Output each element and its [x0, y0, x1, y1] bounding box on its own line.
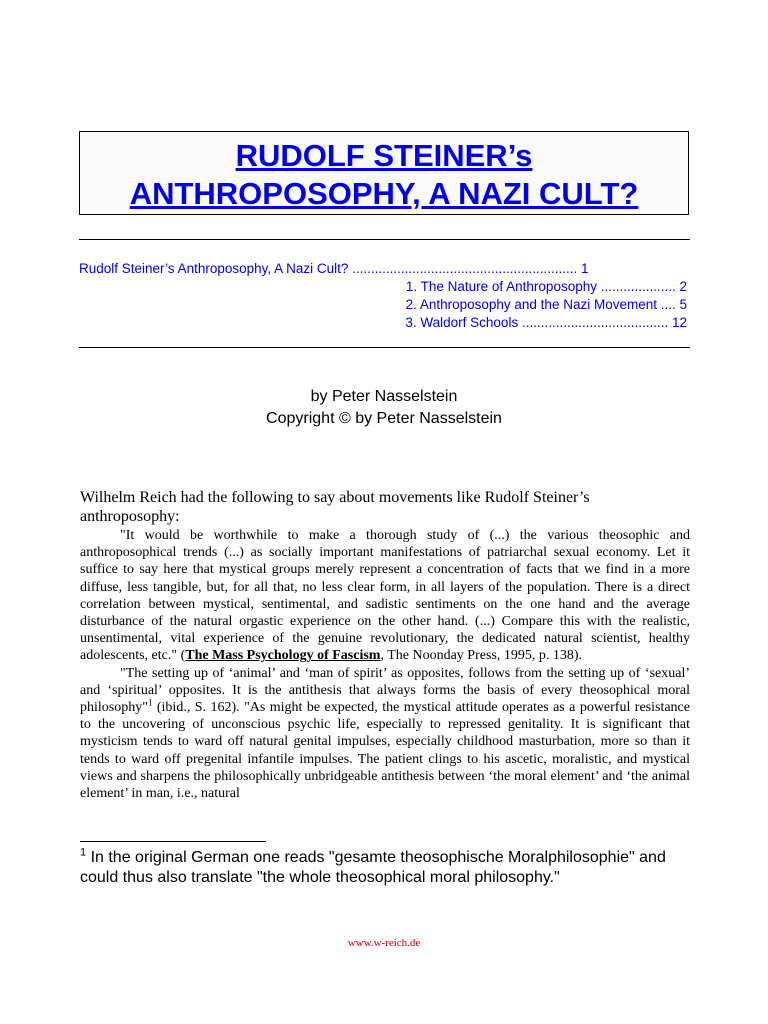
toc-entry-nazi-movement[interactable]: 2. Anthroposophy and the Nazi Movement .... 5	[405, 297, 687, 312]
toc-entry-waldorf[interactable]: 3. Waldorf Schools ....................................... 12	[405, 315, 687, 330]
table-of-contents	[79, 260, 687, 332]
body-text	[80, 488, 690, 802]
footnote-text: In the original German one reads "gesamte theosophische Moralphilosophie" and could thus also translate "the whole theosophical moral philosophy."	[80, 849, 666, 886]
footnote	[80, 848, 680, 888]
quote-paragraph-1	[80, 527, 690, 665]
toc-bottom-rule	[79, 347, 690, 348]
footnote-separator	[80, 841, 266, 842]
quote-2-text: "The setting up of ‘animal’ and ‘man of spirit’ as opposites, follows from the setting up of ‘sexual’ and ‘spiritual’ opposites. It is the antithesis that always forms the basis of every theosophical moral philosophy"	[80, 665, 690, 716]
toc-top-rule	[79, 239, 690, 240]
toc-entry-nature[interactable]: 1. The Nature of Anthroposophy .................... 2	[405, 279, 687, 294]
footnote-reference[interactable]: 1	[147, 697, 153, 708]
copyright-line: Copyright © by Peter Nasselstein	[266, 410, 502, 427]
toc-entry-main[interactable]: Rudolf Steiner’s Anthroposophy, A Nazi Cult? ............................................................ 1	[79, 261, 589, 276]
quote-2-continuation: (ibid., S. 162). "As might be expected, the mystical attitude operates as a powerful resistance to the uncovering of unconscious psychic life, especially to repressed genitality. It is significant that mysticism tends to ward off natural genital impulses, especially childhood masturbation, more so than it tends to ward off pregenital infantile impulses. The patient clings to his ascetic, moralistic, and mystical views and sharpens the philosophically unbridgeable antithesis between ‘the moral element’ and ‘the animal element’ in man, i.e., natural	[80, 700, 690, 802]
author-line: by Peter Nasselstein	[310, 388, 458, 405]
book-title-link[interactable]: The Mass Psychology of Fascism	[185, 648, 381, 664]
quote-1-citation: , The Noonday Press, 1995, p. 138).	[380, 648, 583, 664]
title-line-1[interactable]: RUDOLF STEINER’s	[235, 138, 533, 173]
intro-paragraph: Wilhelm Reich had the following to say about movements like Rudolf Steiner’s anthroposophy:	[80, 489, 590, 525]
quote-1-text: "It would be worthwhile to make a thorough study of (...) the various theosophic and anthroposophical trends (...) as socially important manifestations of patriarchal sexual economy. Let it suffice to say here that mystical groups merely represent a concentration of facts that we find in a more diffuse, less tangible, but, for all that, no less clear form, in all layers of the population. There is a direct correlation between mystical, sentimental, and sadistic sentiments on the one hand and the average disturbance of the natural orgastic experience on the other hand. (...) Compare this with the realistic, unsentimental, vital experience of the genuine revolutionary, the dedicated natural scientist, healthy adolescents, etc." (	[80, 528, 690, 664]
quote-paragraph-2	[80, 665, 690, 803]
title-line-2[interactable]: ANTHROPOSOPHY, A NAZI CULT?	[129, 176, 639, 211]
footer-url[interactable]: www.w-reich.de	[347, 937, 421, 949]
footnote-number: 1	[80, 846, 87, 859]
title-box	[79, 131, 689, 215]
